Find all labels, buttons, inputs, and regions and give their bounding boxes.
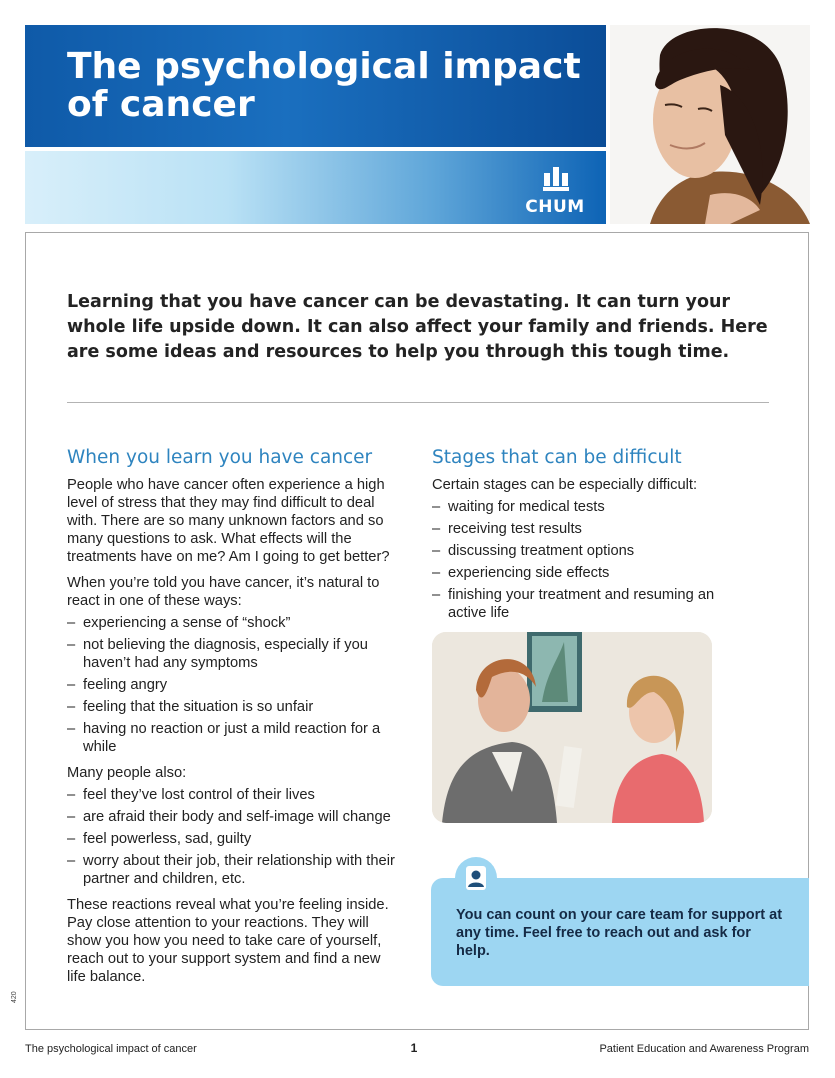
list-item: – finishing your treatment and resuming an active life <box>432 586 732 622</box>
chum-logo-text: CHUM <box>525 197 585 217</box>
stages-list <box>432 498 732 622</box>
gradient-banner <box>25 151 606 224</box>
chum-logo-mark <box>543 167 569 191</box>
list-item: – feeling angry <box>67 676 402 694</box>
list-item: – receiving test results <box>432 520 732 538</box>
list-item: – feel powerless, sad, guilty <box>67 830 402 848</box>
chum-logo <box>525 167 585 217</box>
left-paragraph-2: When you’re told you have cancer, it’s natural to react in one of these ways: <box>67 575 380 609</box>
footer-title: The psychological impact of cancer <box>25 1043 197 1055</box>
page-title: The psychological impact of cancer <box>67 46 581 125</box>
list-item: – waiting for medical tests <box>432 498 732 516</box>
right-column <box>432 476 732 622</box>
list-item: – experiencing a sense of “shock” <box>67 614 402 632</box>
intro-paragraph: Learning that you have cancer can be devastating. It can turn your whole life upside down. It can also affect your family and friends. Here are some ideas and resources to help you through this tough time. <box>67 292 768 362</box>
right-column-heading: Stages that can be difficult <box>432 447 682 468</box>
left-paragraph-1: People who have cancer often experience a high level of stress that they may find difficult to deal with. There are so many unknown factors and so many questions to ask. What effects will the treatments have on me? Am I going to get better? <box>67 477 390 565</box>
list-item: – experiencing side effects <box>432 564 732 582</box>
stages-lead: Certain stages can be especially difficult: <box>432 477 698 493</box>
footer-program: Patient Education and Awareness Program <box>599 1043 809 1055</box>
list-item: – discussing treatment options <box>432 542 732 560</box>
list-item: – are afraid their body and self-image will change <box>67 808 402 826</box>
section-divider <box>67 402 769 403</box>
woman-photo <box>610 25 810 224</box>
left-column <box>67 476 402 986</box>
page-number: 1 <box>410 1041 418 1055</box>
person-icon <box>455 857 497 899</box>
list-item: – having no reaction or just a mild reaction for a while <box>67 720 402 756</box>
list-item: – worry about their job, their relationship with their partner and children, etc. <box>67 852 402 888</box>
callout-text: You can count on your care team for support at any time. Feel free to reach out and ask for help. <box>456 907 783 959</box>
left-column-heading: When you learn you have cancer <box>67 447 373 468</box>
left-paragraph-4: These reactions reveal what you’re feeling inside. Pay close attention to your reactions. They will show you how you need to take care of yourself, reach out to your support system and find a new life balance. <box>67 897 389 985</box>
list-item: – feel they’ve lost control of their lives <box>67 786 402 804</box>
also-list <box>67 786 402 888</box>
document-code: 420 <box>11 991 18 1003</box>
left-paragraph-3: Many people also: <box>67 765 187 781</box>
consultation-photo <box>432 632 712 823</box>
reactions-list <box>67 614 402 756</box>
list-item: – not believing the diagnosis, especially if you haven’t had any symptoms <box>67 636 402 672</box>
list-item: – feeling that the situation is so unfair <box>67 698 402 716</box>
